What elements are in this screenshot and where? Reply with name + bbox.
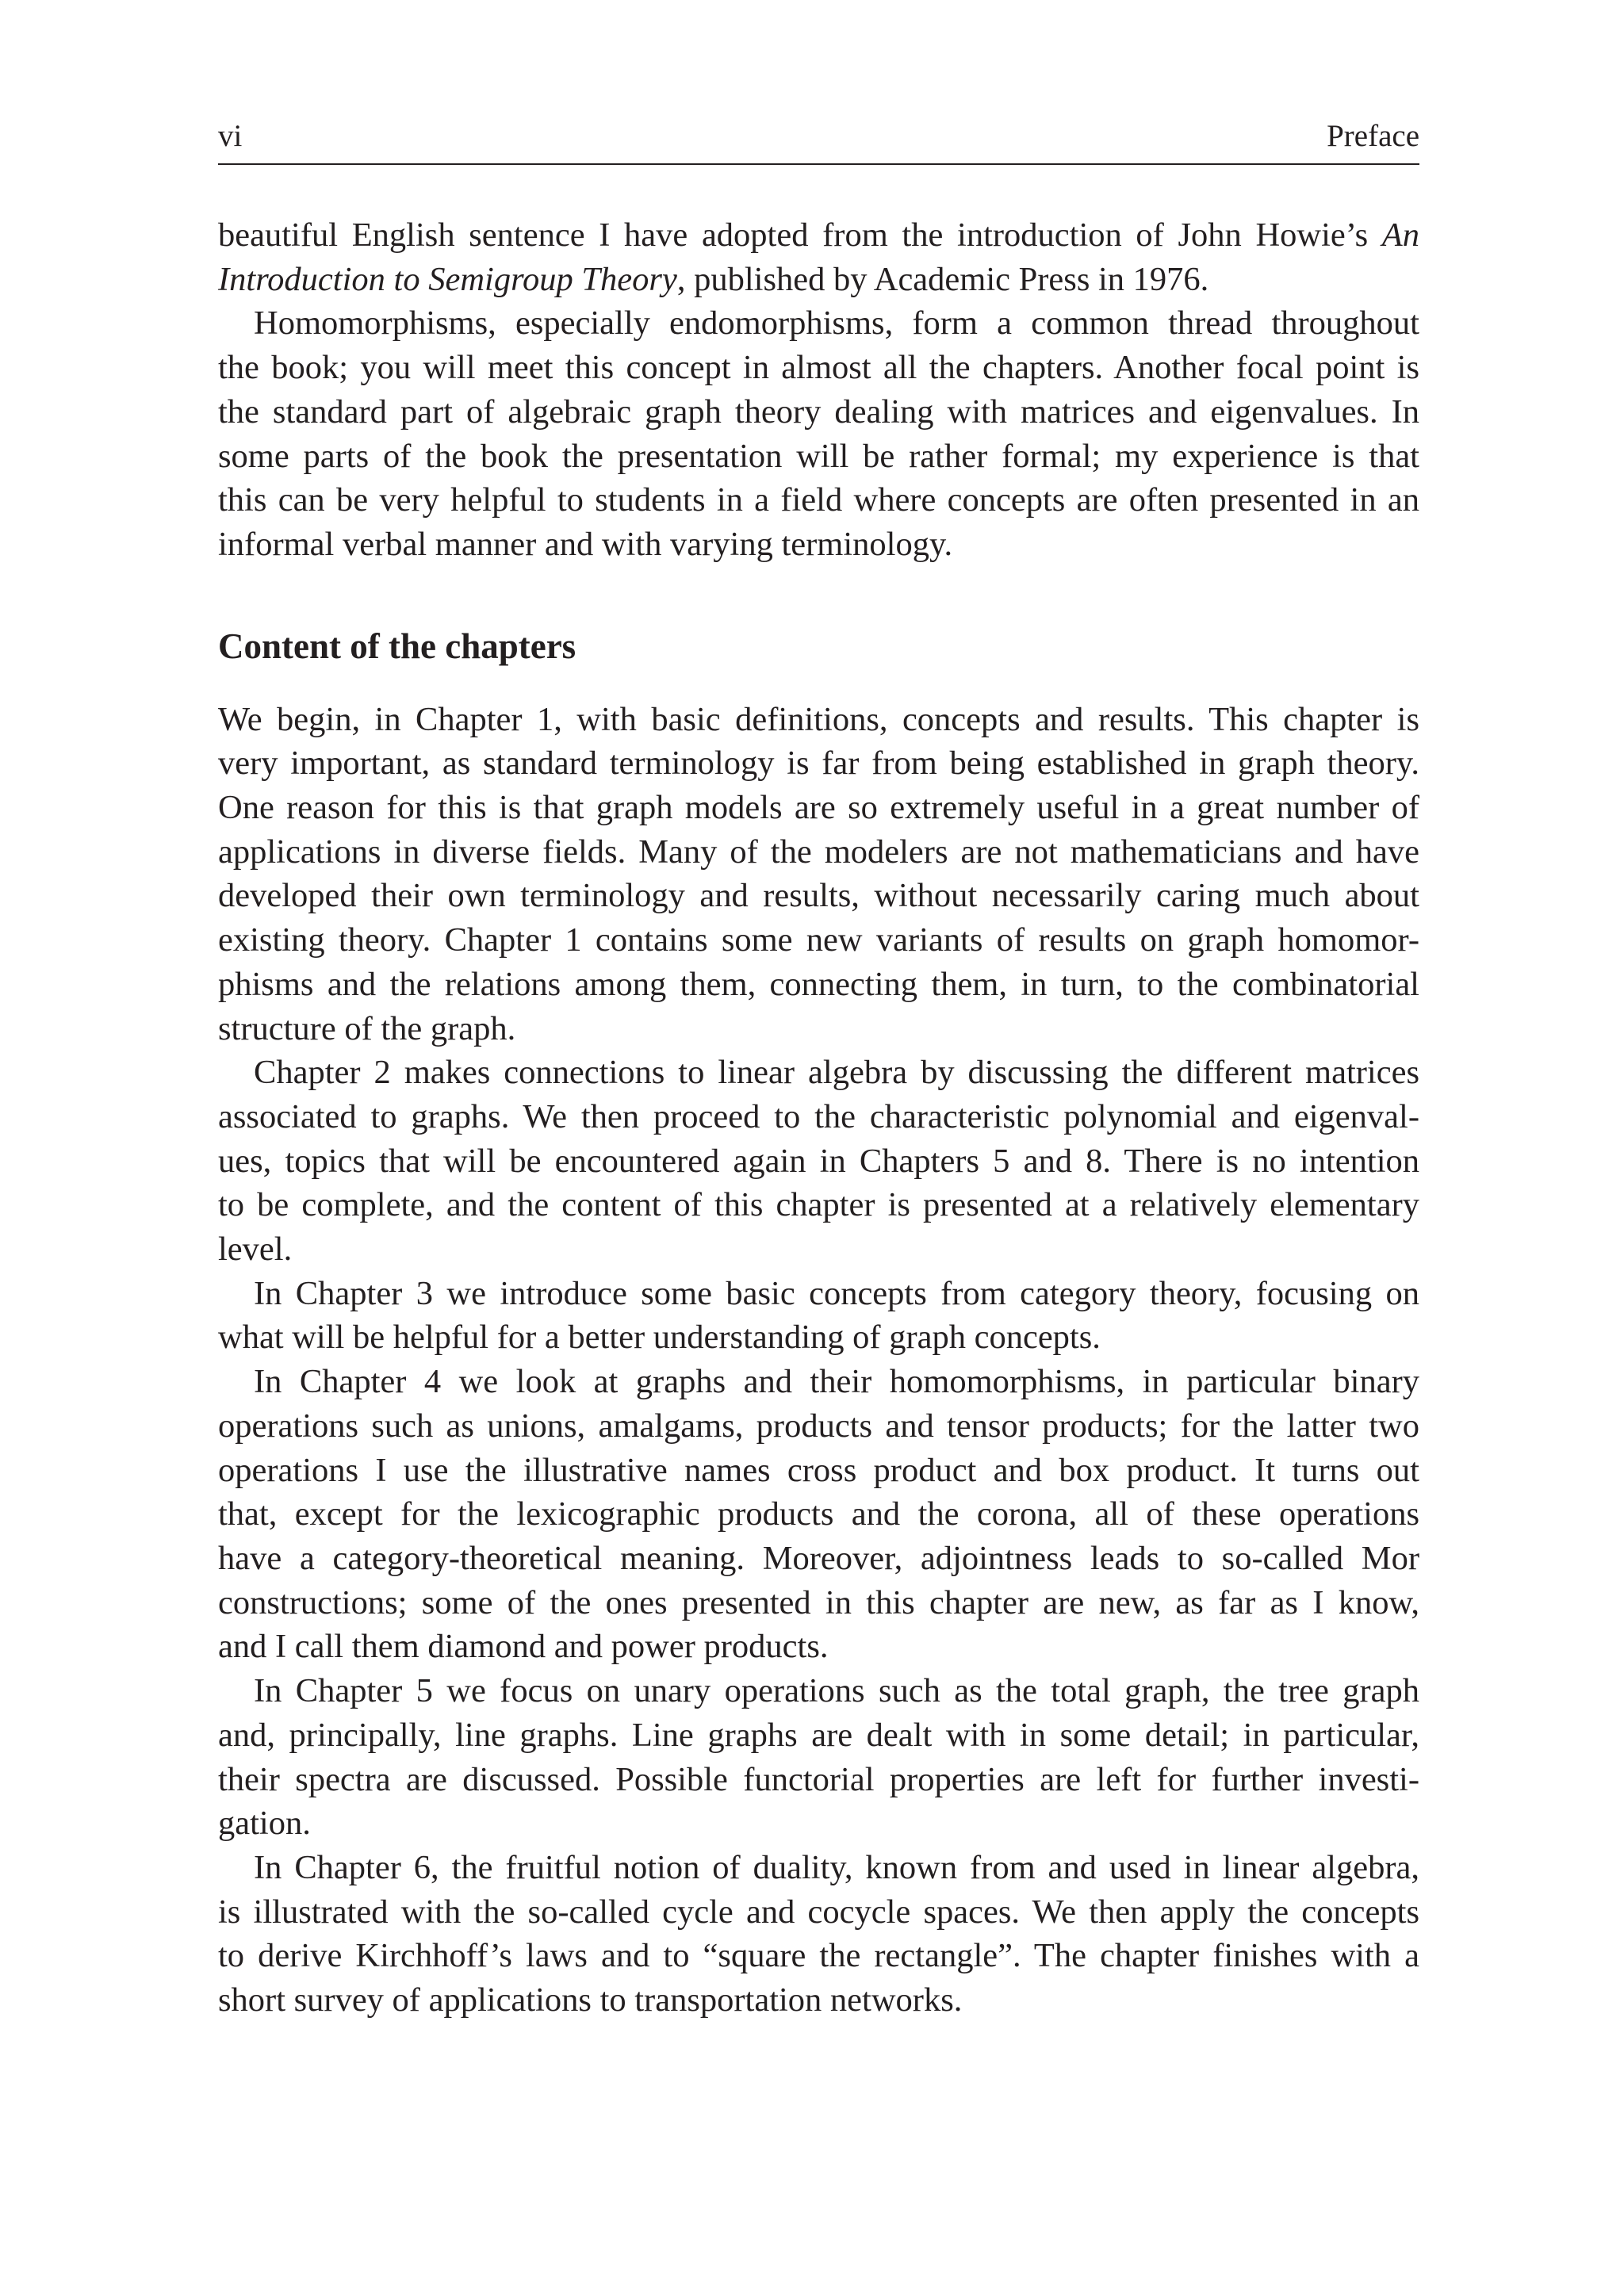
text-line: In Chapter 5 we focus on unary operations such as the total graph, the tree graph: [254, 1672, 1419, 1710]
text-line: One reason for this is that graph models are so extremely useful in a great number of: [218, 789, 1419, 827]
text-line: and, principally, line graphs. Line graphs are dealt with in some detail; in particular,: [218, 1716, 1419, 1754]
text-line: have a category-theoretical meaning. Moreover, adjointness leads to so-called Mor: [218, 1539, 1419, 1577]
section-heading: Content of the chapters: [218, 626, 576, 666]
page-body: [218, 213, 1419, 2023]
text-line: this can be very helpful to students in a field where concepts are often presented in an: [218, 481, 1419, 519]
running-header: [218, 119, 1419, 165]
text-line: the book; you will meet this concept in almost all the chapters. Another focal point is: [218, 349, 1419, 387]
text-line: ues, topics that will be encountered again in Chapters 5 and 8. There is no intention: [218, 1142, 1419, 1180]
page-number: vi: [218, 119, 243, 153]
section-paragraphs: [218, 698, 1419, 2023]
book-page: [218, 119, 1419, 2023]
text-line: short survey of applications to transportation networks.: [218, 1981, 963, 2019]
text-line: very important, as standard terminology is far from being established in graph theory.: [218, 745, 1419, 783]
text-line: We begin, in Chapter 1, with basic definitions, concepts and results. This chapter is: [218, 700, 1419, 738]
text-run: beautiful English sentence I have adopted from the introduction of John Howie’s: [218, 216, 1382, 254]
text-line: to derive Kirchhoff’s laws and to “square the rectangle”. The chapter finishes with a: [218, 1937, 1419, 1975]
text-line: Homomorphisms, especially endomorphisms, form a common thread throughout: [254, 304, 1419, 343]
intro-paragraph-1: [218, 213, 1419, 301]
text-line: In Chapter 3 we introduce some basic concepts from category theory, focusing on: [254, 1274, 1419, 1312]
text-line: existing theory. Chapter 1 contains some new variants of results on graph homomor-: [218, 921, 1419, 959]
text-line: level.: [218, 1231, 293, 1269]
body-paragraph: [218, 1846, 1419, 2023]
text-line: developed their own terminology and results, without necessarily caring much about: [218, 877, 1419, 915]
text-line: associated to graphs. We then proceed to the characteristic polynomial and eigenval-: [218, 1097, 1419, 1135]
text-line: the standard part of algebraic graph theory dealing with matrices and eigenvalues. In: [218, 392, 1419, 431]
text-line: and I call them diamond and power products.: [218, 1628, 829, 1666]
text-line: phisms and the relations among them, connecting them, in turn, to the combinatorial: [218, 965, 1419, 1003]
text-line: structure of the graph.: [218, 1009, 516, 1047]
text-line: that, except for the lexicographic products and the corona, all of these operations: [218, 1495, 1419, 1533]
text-line: some parts of the book the presentation will be rather formal; my experience is that: [218, 437, 1419, 475]
text-line: constructions; some of the ones presented in this chapter are new, as far as I know,: [218, 1583, 1419, 1621]
text-line: to be complete, and the content of this chapter is presented at a relatively elementary: [218, 1186, 1419, 1224]
text-line: gation.: [218, 1805, 311, 1843]
text-line: their spectra are discussed. Possible functorial properties are left for further investi-: [218, 1760, 1419, 1798]
text-line: In Chapter 4 we look at graphs and their homomorphisms, in particular binary: [254, 1363, 1419, 1401]
text-run: , published by Academic Press in 1976.: [676, 260, 1209, 298]
text-line: operations I use the illustrative names cross product and box product. It turns out: [218, 1451, 1419, 1489]
text-line: [218, 213, 1419, 258]
text-line: informal verbal manner and with varying terminology.: [218, 525, 953, 563]
body-paragraph: [218, 1669, 1419, 1846]
text-line: In Chapter 6, the fruitful notion of duality, known from and used in linear algebra,: [254, 1848, 1419, 1886]
book-title-italic: Introduction to Semigroup Theory: [218, 260, 677, 298]
text-line: Chapter 2 makes connections to linear algebra by discussing the different matrices: [254, 1054, 1419, 1092]
text-line: operations such as unions, amalgams, products and tensor products; for the latter two: [218, 1407, 1419, 1445]
body-paragraph: [218, 1272, 1419, 1360]
body-paragraph: [218, 1360, 1419, 1669]
running-title: Preface: [1327, 119, 1419, 153]
book-title-italic: An: [1381, 216, 1419, 254]
text-line: applications in diverse fields. Many of the modelers are not mathematicians and have: [218, 833, 1419, 871]
body-paragraph: [218, 698, 1419, 1051]
text-line: is illustrated with the so-called cycle and cocycle spaces. We then apply the concepts: [218, 1893, 1419, 1931]
text-line: [218, 258, 1419, 302]
body-paragraph: [218, 1051, 1419, 1272]
text-line: what will be helpful for a better understanding of graph concepts.: [218, 1319, 1101, 1357]
intro-paragraph-2: [218, 301, 1419, 566]
